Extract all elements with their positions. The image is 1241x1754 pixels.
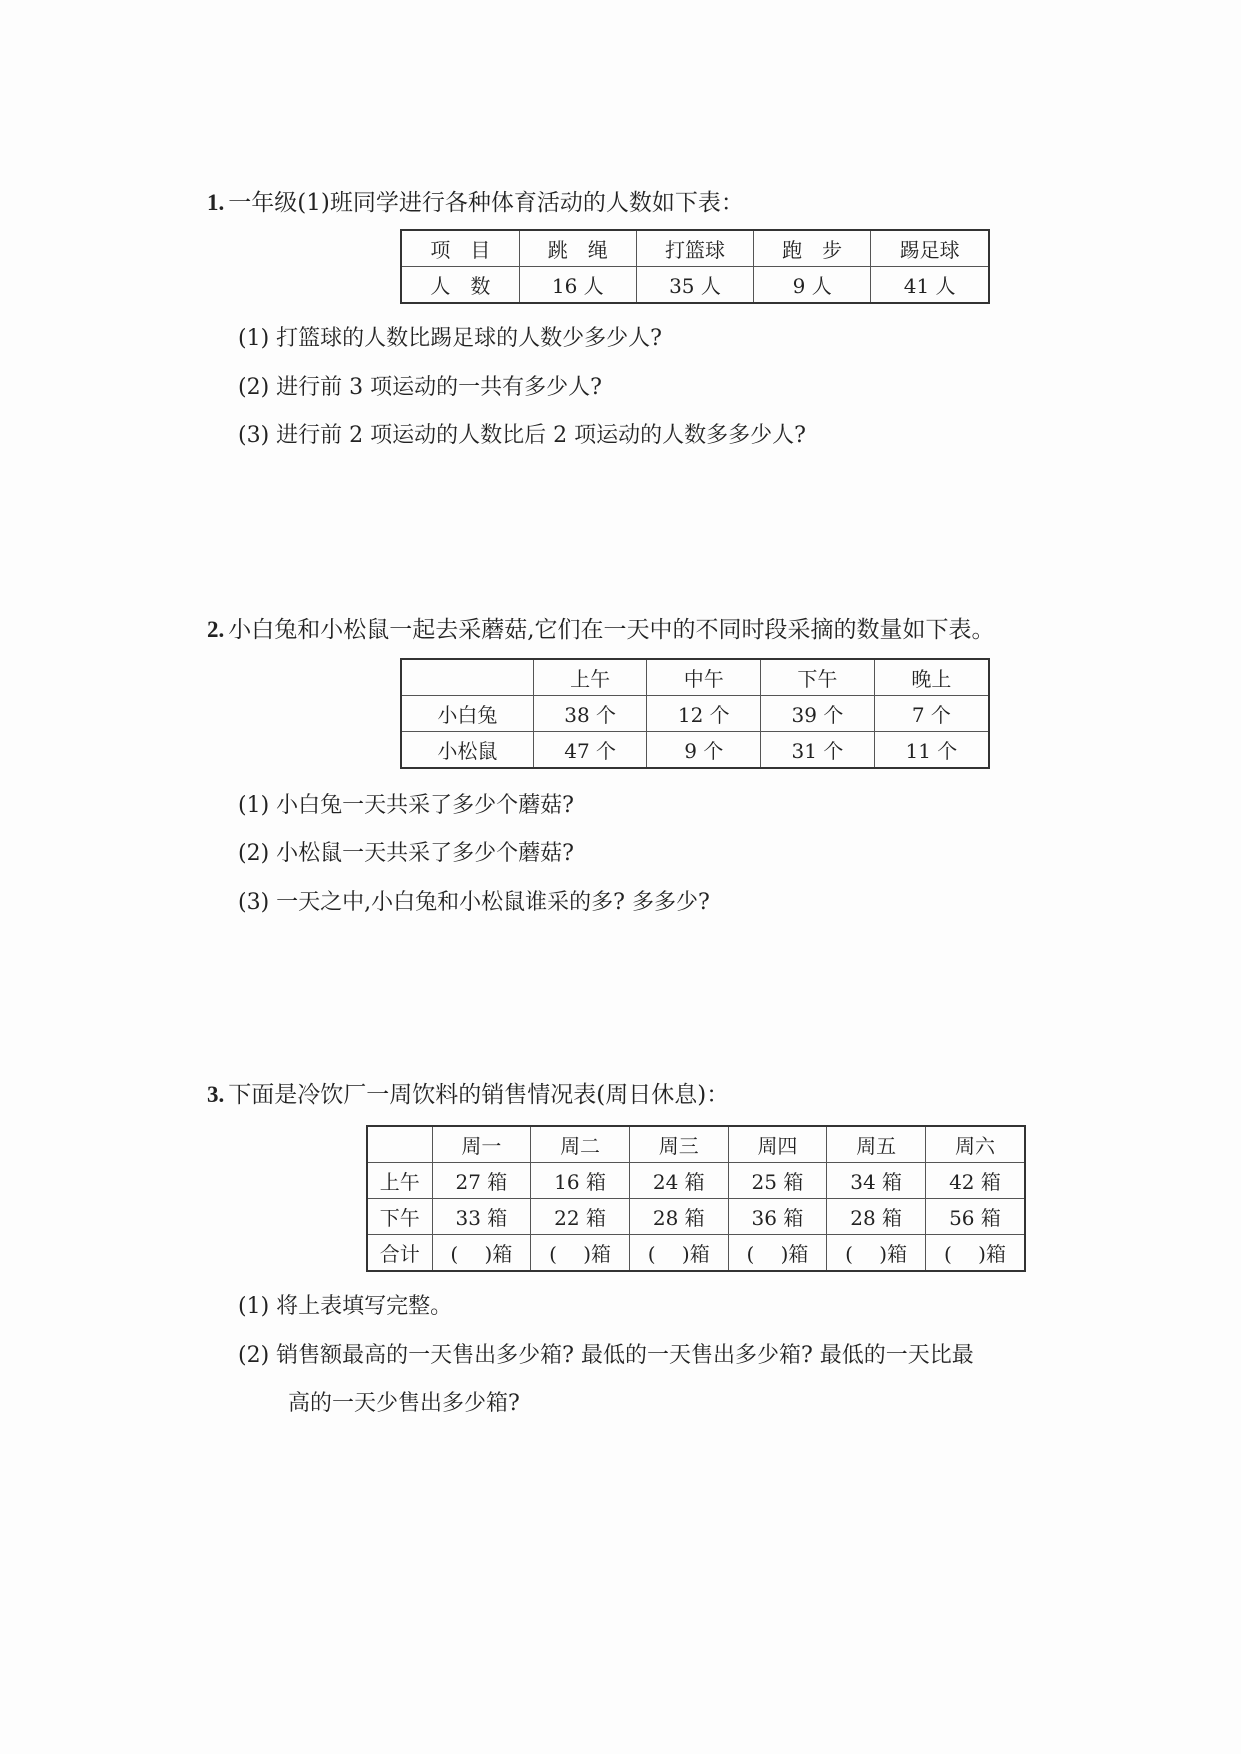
table-cell: 42 箱 bbox=[925, 1163, 1025, 1199]
problem-number: 1. bbox=[207, 190, 225, 215]
table-cell: 周一 bbox=[432, 1126, 531, 1163]
table-cell: 24 箱 bbox=[629, 1163, 728, 1199]
problem-text: 下面是冷饮厂一周饮料的销售情况表(周日休息)： bbox=[228, 1082, 730, 1108]
table-cell: 31 个 bbox=[761, 732, 875, 769]
table-cell: 28 箱 bbox=[629, 1199, 728, 1235]
table-cell: 上午 bbox=[533, 659, 647, 696]
mushroom-table bbox=[400, 658, 990, 769]
table-row bbox=[401, 267, 989, 304]
problem-1-title bbox=[207, 184, 744, 217]
table-cell: ( )箱 bbox=[925, 1235, 1025, 1272]
table-cell: 9 个 bbox=[647, 732, 761, 769]
table-cell: 合计 bbox=[367, 1235, 432, 1272]
table-cell: ( )箱 bbox=[629, 1235, 728, 1272]
table-cell: 28 箱 bbox=[827, 1199, 926, 1235]
problem-text: 一年级(1)班同学进行各种体育活动的人数如下表： bbox=[228, 190, 744, 216]
table-cell: 周六 bbox=[925, 1126, 1025, 1163]
table-cell: 下午 bbox=[761, 659, 875, 696]
table-cell: 9 人 bbox=[754, 267, 871, 304]
problem-number: 3. bbox=[207, 1082, 225, 1107]
table-cell: 33 箱 bbox=[432, 1199, 531, 1235]
table-cell: ( )箱 bbox=[728, 1235, 827, 1272]
question-1-2: (2) 进行前 3 项运动的一共有多少人? bbox=[238, 375, 602, 400]
table-cell: 16 人 bbox=[519, 267, 636, 304]
table-cell: 跳 绳 bbox=[519, 230, 636, 267]
question-2-1: (1) 小白兔一天共采了多少个蘑菇? bbox=[238, 793, 574, 818]
table-row bbox=[367, 1199, 1025, 1235]
table-cell: 跑 步 bbox=[754, 230, 871, 267]
table-cell: 35 人 bbox=[636, 267, 753, 304]
table-cell: 踢足球 bbox=[871, 230, 989, 267]
table-cell: 周四 bbox=[728, 1126, 827, 1163]
table-cell: 22 箱 bbox=[531, 1199, 630, 1235]
question-3-1: (1) 将上表填写完整。 bbox=[238, 1294, 453, 1319]
problem-2-title bbox=[207, 611, 995, 644]
table-cell bbox=[401, 659, 533, 696]
table-cell: 11 个 bbox=[874, 732, 989, 769]
table-row bbox=[367, 1163, 1025, 1199]
table-cell: 中午 bbox=[647, 659, 761, 696]
table-cell: 16 箱 bbox=[531, 1163, 630, 1199]
table-cell: ( )箱 bbox=[432, 1235, 531, 1272]
problem-3-title bbox=[207, 1076, 729, 1109]
table-cell: 25 箱 bbox=[728, 1163, 827, 1199]
sales-table bbox=[366, 1125, 1026, 1272]
table-cell: 上午 bbox=[367, 1163, 432, 1199]
table-cell: 12 个 bbox=[647, 696, 761, 732]
question-1-1: (1) 打篮球的人数比踢足球的人数少多少人? bbox=[238, 326, 662, 351]
table-cell: 小松鼠 bbox=[401, 732, 533, 769]
table-cell: 47 个 bbox=[533, 732, 647, 769]
table-row bbox=[367, 1235, 1025, 1272]
question-1-3: (3) 进行前 2 项运动的人数比后 2 项运动的人数多多少人? bbox=[238, 423, 806, 448]
table-cell: 周二 bbox=[531, 1126, 630, 1163]
table-cell: 人 数 bbox=[401, 267, 519, 304]
table-row bbox=[367, 1126, 1025, 1163]
table-row bbox=[401, 659, 989, 696]
question-3-2-continued: 高的一天少售出多少箱? bbox=[288, 1391, 520, 1416]
table-cell: ( )箱 bbox=[827, 1235, 926, 1272]
table-cell: ( )箱 bbox=[531, 1235, 630, 1272]
question-3-2: (2) 销售额最高的一天售出多少箱? 最低的一天售出多少箱? 最低的一天比最 bbox=[238, 1343, 974, 1368]
table-cell: 周五 bbox=[827, 1126, 926, 1163]
table-cell: 晚上 bbox=[874, 659, 989, 696]
table-row bbox=[401, 732, 989, 769]
table-cell: 小白兔 bbox=[401, 696, 533, 732]
table-cell: 打篮球 bbox=[636, 230, 753, 267]
problem-text: 小白兔和小松鼠一起去采蘑菇,它们在一天中的不同时段采摘的数量如下表。 bbox=[228, 617, 995, 643]
question-2-3: (3) 一天之中,小白兔和小松鼠谁采的多? 多多少? bbox=[238, 890, 710, 915]
table-cell: 56 箱 bbox=[925, 1199, 1025, 1235]
table-cell: 下午 bbox=[367, 1199, 432, 1235]
table-cell: 7 个 bbox=[874, 696, 989, 732]
table-cell: 27 箱 bbox=[432, 1163, 531, 1199]
sports-table bbox=[400, 229, 990, 304]
table-row bbox=[401, 696, 989, 732]
table-cell: 41 人 bbox=[871, 267, 989, 304]
table-cell: 36 箱 bbox=[728, 1199, 827, 1235]
table-cell: 39 个 bbox=[761, 696, 875, 732]
table-cell: 38 个 bbox=[533, 696, 647, 732]
problem-number: 2. bbox=[207, 617, 225, 642]
table-cell: 周三 bbox=[629, 1126, 728, 1163]
table-cell: 项 目 bbox=[401, 230, 519, 267]
table-cell: 34 箱 bbox=[827, 1163, 926, 1199]
table-cell bbox=[367, 1126, 432, 1163]
question-2-2: (2) 小松鼠一天共采了多少个蘑菇? bbox=[238, 841, 574, 866]
table-row bbox=[401, 230, 989, 267]
